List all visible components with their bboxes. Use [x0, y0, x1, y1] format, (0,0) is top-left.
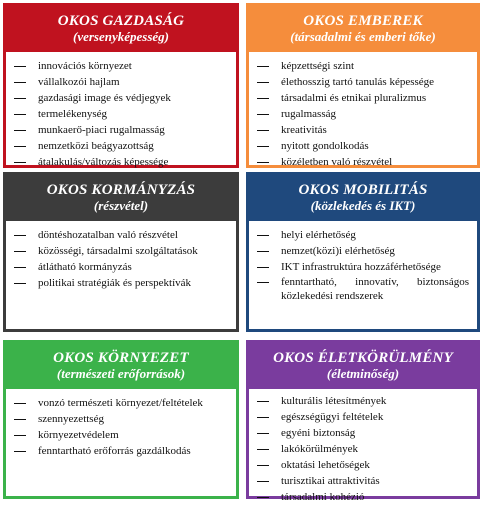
card-subtitle: (társadalmi és emberi tőke): [290, 29, 436, 45]
card-header: [249, 175, 477, 221]
card-okos-mobilitas: [246, 172, 480, 332]
card-subtitle: (részvétel): [93, 198, 149, 214]
list-item: [257, 425, 477, 441]
list-item: [257, 473, 477, 489]
card-okos-kormanyzas: [3, 172, 239, 332]
item-list: [249, 221, 477, 303]
list-item-text: élethosszig tartó tanulás képessége: [281, 76, 435, 88]
list-item: [14, 154, 236, 170]
item-list: [6, 221, 236, 291]
list-item-text: társadalmi kohézió: [281, 491, 365, 503]
item-list: [6, 389, 236, 459]
list-item-text: nyitott gondolkodás: [281, 140, 369, 152]
list-item-text: nemzetközi beágyazottság: [38, 140, 154, 152]
list-item-text: lakókörülmények: [281, 443, 358, 455]
list-item-text: nemzet(közi)i elérhetőség: [281, 245, 395, 257]
list-item: [257, 393, 477, 409]
card-subtitle: (életminőség): [326, 366, 400, 382]
list-item: [257, 106, 477, 122]
list-item-text: fenntartható erőforrás gazdálkodás: [38, 445, 191, 457]
list-item: [257, 138, 477, 154]
list-item: [257, 90, 477, 106]
list-item-text: átalakulás/változás képessége: [38, 156, 169, 168]
list-item-text: turisztikai attraktivitás: [281, 475, 380, 487]
card-title: OKOS KORMÁNYZÁS: [46, 181, 196, 198]
card-subtitle: (versenyképesség): [72, 29, 169, 45]
list-item: [14, 138, 236, 154]
list-item: [257, 122, 477, 138]
item-list: [6, 52, 236, 170]
list-item: [14, 443, 236, 459]
list-item-text: kreativitás: [281, 124, 327, 136]
list-item: [14, 90, 236, 106]
list-item-text: gazdasági image és védjegyek: [38, 92, 171, 104]
list-item: [14, 227, 236, 243]
card-title: OKOS EMBEREK: [303, 12, 423, 29]
list-item: [14, 58, 236, 74]
list-item-text: fenntartható, innovatív, biztonságos közlekedési rendszerek: [281, 276, 469, 302]
list-item: [257, 74, 477, 90]
list-item: [14, 275, 236, 291]
list-item: [14, 106, 236, 122]
list-item-text: társadalmi és etnikai pluralizmus: [281, 92, 427, 104]
card-okos-gazdasag: [3, 3, 239, 168]
card-subtitle: (közlekedés és IKT): [310, 198, 416, 214]
list-item-text: kulturális létesítmények: [281, 395, 387, 407]
card-header: [6, 6, 236, 52]
list-item-text: oktatási lehetőségek: [281, 459, 370, 471]
list-item: [257, 457, 477, 473]
list-item-text: egészségügyi feltételek: [281, 411, 384, 423]
card-title: OKOS GAZDASÁG: [57, 12, 185, 29]
list-item: [14, 243, 236, 259]
list-item-text: IKT infrastruktúra hozzáférhetősége: [281, 261, 441, 273]
list-item: [14, 259, 236, 275]
list-item-text: innovációs környezet: [38, 60, 132, 72]
card-okos-emberek: [246, 3, 480, 168]
card-header: [249, 6, 477, 52]
card-title: OKOS MOBILITÁS: [298, 181, 428, 198]
list-item-text: munkaerő-piaci rugalmasság: [38, 124, 165, 136]
list-item-text: közéletben való részvétel: [281, 156, 393, 168]
list-item-text: döntéshozatalban való részvétel: [38, 229, 178, 241]
list-item-text: átlátható kormányzás: [38, 261, 132, 273]
list-item: [257, 441, 477, 457]
list-item-text: vonzó természeti környezet/feltételek: [38, 397, 203, 409]
list-item-text: politikai stratégiák és perspektívák: [38, 277, 192, 289]
list-item: [257, 489, 477, 505]
list-item: [257, 154, 477, 170]
list-item: [257, 243, 477, 259]
item-list: [249, 389, 477, 505]
list-item: [257, 227, 477, 243]
list-item: [14, 427, 236, 443]
list-item-text: helyi elérhetőség: [281, 229, 356, 241]
list-item-text: rugalmasság: [281, 108, 336, 120]
list-item: [257, 58, 477, 74]
card-header: [6, 175, 236, 221]
list-item-text: egyéni biztonság: [281, 427, 356, 439]
card-title: OKOS ÉLETKÖRÜLMÉNY: [273, 349, 453, 366]
card-title: OKOS KÖRNYEZET: [53, 349, 189, 366]
list-item: [14, 411, 236, 427]
list-item-text: képzettségi szint: [281, 60, 355, 72]
list-item: [257, 275, 477, 303]
list-item-text: vállalkozói hajlam: [38, 76, 120, 88]
list-item: [257, 259, 477, 275]
list-item-text: szennyezettség: [38, 413, 104, 425]
list-item-text: termelékenység: [38, 108, 108, 120]
list-item: [14, 122, 236, 138]
list-item-text: környezetvédelem: [38, 429, 119, 441]
list-item: [14, 74, 236, 90]
item-list: [249, 52, 477, 170]
card-okos-kornyezet: [3, 340, 239, 499]
list-item: [257, 409, 477, 425]
list-item: [14, 395, 236, 411]
card-header: [249, 343, 477, 389]
card-okos-eletkorulmeny: [246, 340, 480, 503]
card-header: [6, 343, 236, 389]
card-subtitle: (természeti erőforrások): [56, 366, 186, 382]
list-item-text: közösségi, társadalmi szolgáltatások: [38, 245, 198, 257]
